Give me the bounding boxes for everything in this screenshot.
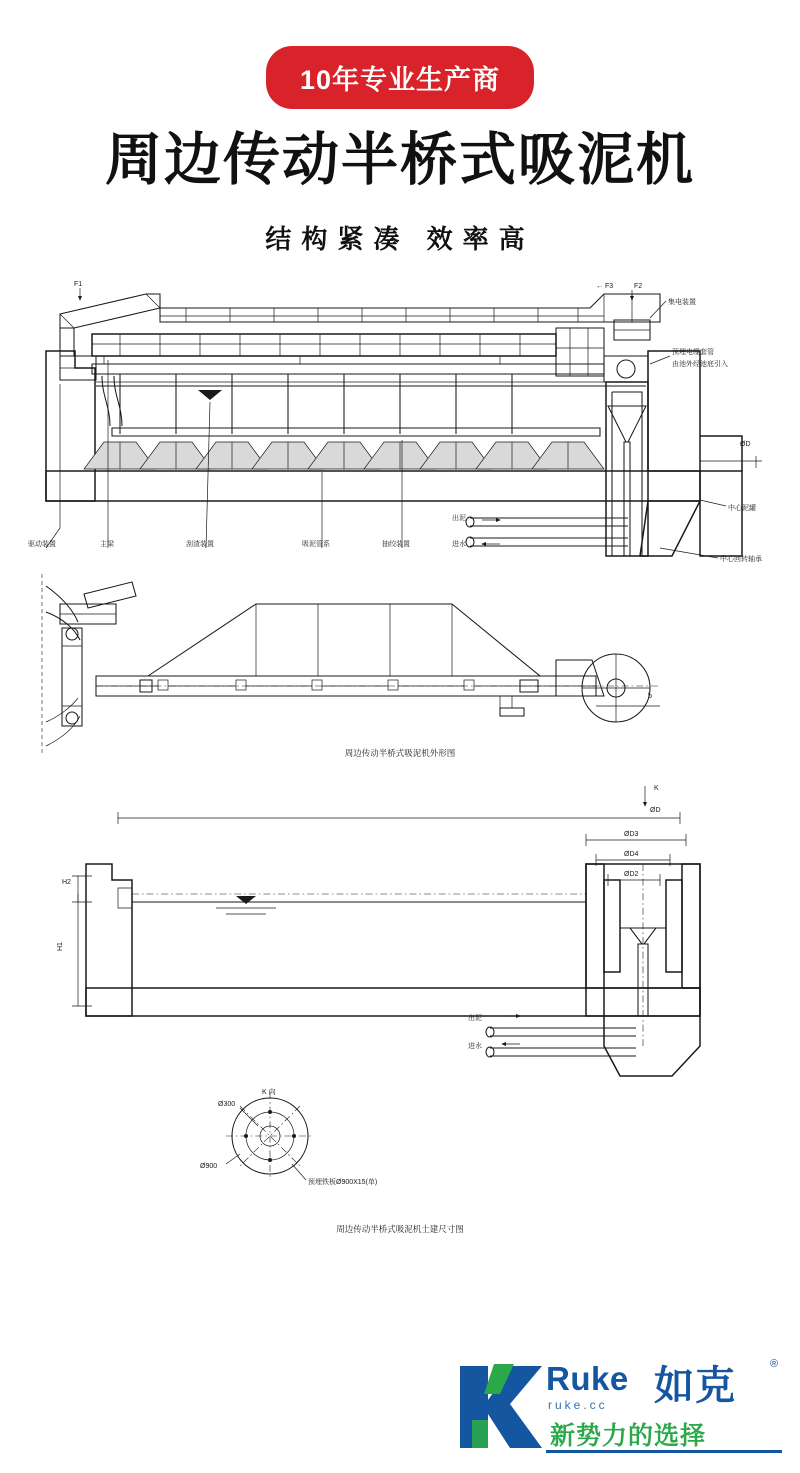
label-main-beam: 主梁 xyxy=(100,540,114,548)
logo-brand-cn: 如克 xyxy=(654,1364,736,1408)
label-f1: F1 xyxy=(74,280,83,288)
drawing-civil-dimensions xyxy=(0,776,800,1256)
label-embedded-plate: 预埋铁板Ø900X15(单) xyxy=(308,1178,378,1186)
brand-logo xyxy=(454,1354,784,1459)
label-f2: F2 xyxy=(634,282,643,290)
logo-brand-en: Ruke xyxy=(546,1360,629,1397)
label-out-mud: 出泥 xyxy=(452,514,466,522)
label-out-mud-2: 出泥 xyxy=(468,1014,482,1022)
label-rod-device: 抽绞装置 xyxy=(382,540,410,548)
label-f3: ← F3 xyxy=(596,282,614,290)
caption-drawing-1: 周边传动半桥式吸泥机外形图 xyxy=(344,747,456,758)
logo-mark-icon xyxy=(454,1360,542,1452)
label-phi-d2b: ØD2 xyxy=(624,870,639,878)
page-subtitle: 结构紧凑 效率高 xyxy=(265,223,535,254)
promo-badge: 10年专业生产商 xyxy=(266,46,534,109)
label-k-view: K 向 xyxy=(262,1088,276,1096)
label-h1: H1 xyxy=(57,941,64,951)
label-k: K xyxy=(654,784,659,792)
label-cable-conduit: 预埋电缆套管 xyxy=(672,348,714,356)
label-h2: H2 xyxy=(62,878,71,886)
label-cable-route: 由池外经池底引入 xyxy=(672,360,728,368)
label-phi-d2: ØD xyxy=(650,806,661,814)
label-in-water: 进水 xyxy=(452,540,466,548)
label-in-water-2: 进水 xyxy=(468,1042,482,1050)
caption-drawing-2: 周边传动半桥式吸泥机土建尺寸图 xyxy=(336,1223,464,1234)
label-phi-d3: ØD3 xyxy=(624,830,639,838)
page-title: 周边传动半桥式吸泥机 xyxy=(105,128,695,192)
logo-slogan: 新势力的选择 xyxy=(550,1422,707,1450)
badge-container xyxy=(0,0,800,109)
logo-pinyin: ruke.cc xyxy=(548,1398,608,1412)
label-suction-pipe: 吸泥管系 xyxy=(302,540,330,548)
label-phi-d: ØD xyxy=(740,440,751,448)
svg-text:b: b xyxy=(648,692,652,700)
label-center-mud-tank: 中心泥罐 xyxy=(728,504,756,512)
label-center-bearing: 中心回转轴承 xyxy=(720,555,762,563)
logo-trademark: ® xyxy=(770,1358,779,1370)
label-collector: 集电装置 xyxy=(668,298,696,306)
label-phi-d4: ØD4 xyxy=(624,850,639,858)
drawing-elevation xyxy=(0,256,800,776)
label-phi-900: Ø900 xyxy=(200,1162,218,1170)
label-phi-300: Ø300 xyxy=(218,1100,236,1108)
label-scum-device: 刮渣装置 xyxy=(186,540,214,548)
label-drive-device: 驱动装置 xyxy=(28,540,56,548)
